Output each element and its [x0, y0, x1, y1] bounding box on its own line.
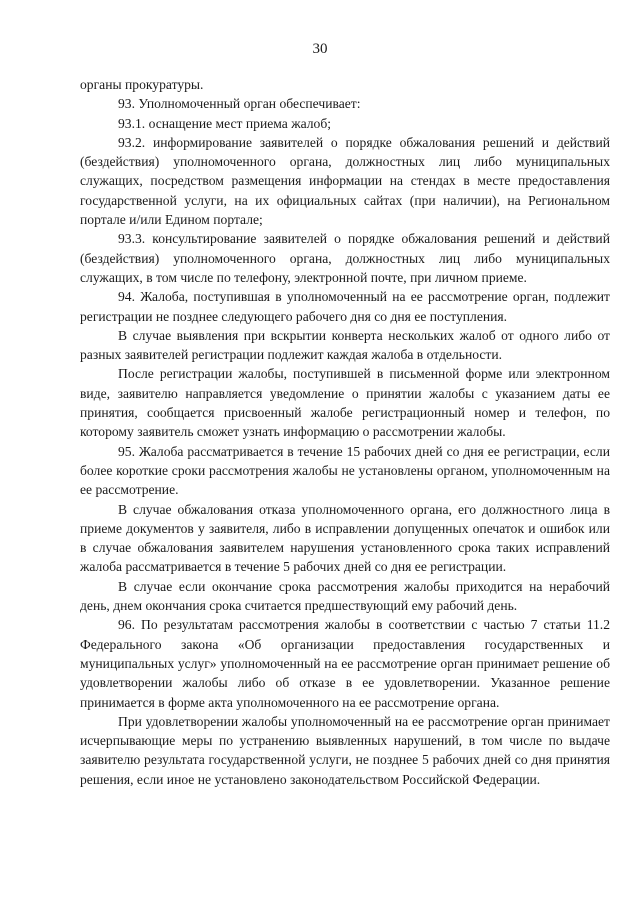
paragraph-94: 94. Жалоба, поступившая в уполномоченный на ее рассмотрение орган, подлежит регистрации не позднее следующего рабочего дня со дня ее поступления.	[80, 289, 610, 324]
document-body	[80, 75, 610, 789]
paragraph-93-2: 93.2. информирование заявителей о порядке обжалования решений и действий (бездействия) уполномоченного органа, должностных лиц либо муниципальных служащих, посредством размещения информации на стендах в месте предоставления государственной услуги, на их официальных сайтах (при наличии), на Региональном портале и/или Едином портале;	[80, 134, 610, 228]
page-number: 30	[312, 41, 328, 57]
paragraph-94-notification: После регистрации жалобы, поступившей в письменной форме или электронном виде, заявителю направляется уведомление о принятии жалобы с указанием даты ее принятия, сообщается присвоенный жалобе регистрационный номер и телефон, по которому заявитель сможет узнать информацию о рассмотрении жалобы.	[80, 366, 610, 440]
paragraph-93-1: 93.1. оснащение мест приема жалоб;	[118, 115, 332, 131]
paragraph-95-refusal: В случае обжалования отказа уполномоченного органа, его должностного лица в приеме документов у заявителя, либо в исправлении допущенных опечаток и ошибок или в случае обжалования заявителем нарушения установленного срока таких исправлений жалоба рассматривается в течение 5 рабочих дней со дня ее регистрации.	[80, 501, 610, 575]
paragraph-95: 95. Жалоба рассматривается в течение 15 рабочих дней со дня ее регистрации, если более короткие сроки рассмотрения жалобы не установлены органом, уполномоченным на ее рассмотрение.	[80, 443, 610, 498]
paragraph-96: 96. По результатам рассмотрения жалобы в соответствии с частью 7 статьи 11.2 Федерального закона «Об организации предоставления государственных и муниципальных услуг» уполномоченный на ее рассмотрение орган принимает решение об удовлетворении жалобы либо об отказе в ее удовлетворении. Указанное решение принимается в форме акта уполномоченного на ее рассмотрение органа.	[80, 617, 610, 710]
paragraph-95-nonworking-day: В случае если окончание срока рассмотрения жалобы приходится на нерабочий день, днем окончания срока считается предшествующий ему рабочий день.	[80, 578, 610, 614]
paragraph-93-3: 93.3. консультирование заявителей о порядке обжалования решений и действий (бездействия) уполномоченного органа, должностных лиц либо муниципальных служащих, в том числе по телефону, электронной почте, при личном приеме.	[80, 231, 610, 285]
paragraph-continuation: органы прокуратуры.	[80, 77, 204, 92]
paragraph-96-satisfaction: При удовлетворении жалобы уполномоченный на ее рассмотрение орган принимает исчерпывающие меры по устранению выявленных нарушений, в том числе по выдаче заявителю результата государственной услуги, не позднее 5 рабочих дней со дня принятия решения, если иное не установлено законодательством Российской Федерации.	[80, 713, 610, 787]
paragraph-93: 93. Уполномоченный орган обеспечивает:	[118, 96, 361, 112]
paragraph-94-envelope: В случае выявления при вскрытии конверта нескольких жалоб от одного либо от разных заявителей регистрации подлежит каждая жалоба в отдельности.	[80, 327, 610, 363]
